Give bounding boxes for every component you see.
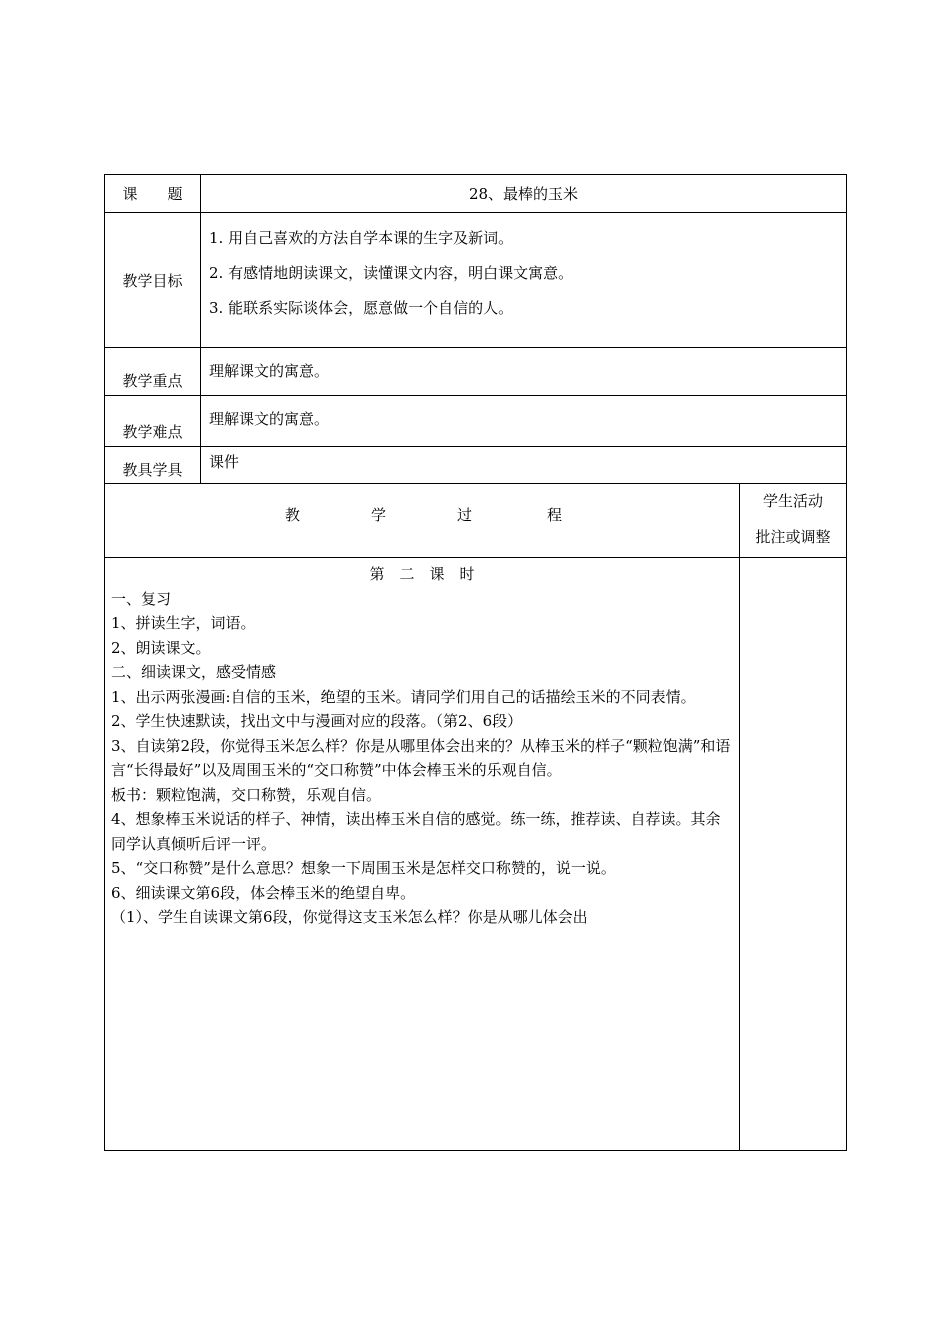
lesson-line: 1、拼读生字，词语。 <box>111 614 256 632</box>
lesson-line: 2、朗读课文。 <box>111 638 211 657</box>
side-header-line1: 学生活动 <box>762 492 823 510</box>
topic-row <box>105 175 847 213</box>
lesson-line: 6、细读课文第6段，体会棒玉米的绝望自卑。 <box>111 883 416 902</box>
process-char: 程 <box>547 506 563 524</box>
lesson-line: 3、自读第2段，你觉得玉米怎么样？你是从哪里体会出来的？从棒玉米的样子“颗粒饱满”和语言“长得最好”以及周围玉米的“交口称赞”中体会棒玉米的乐观自信。 <box>111 736 731 779</box>
lesson-line: 板书：颗粒饱满，交口称赞，乐观自信。 <box>111 785 382 804</box>
goal-item: 1. 用自己喜欢的方法自学本课的生字及新词。 <box>209 229 514 247</box>
lesson-heading: 第 二 课 时 <box>369 565 475 583</box>
goals-label: 教学目标 <box>105 213 201 348</box>
lesson-line: （1）、学生自读课文第6段，你觉得这支玉米怎么样？你是从哪儿体会出 <box>111 908 588 926</box>
focus-value: 理解课文的寓意。 <box>201 348 847 396</box>
lesson-line: 二、细读课文，感受情感 <box>111 663 277 681</box>
lesson-line: 4、想象棒玉米说话的样子、神情，读出棒玉米自信的感觉。练一练，推荐读、自荐读。其余同学认真倾听后评一评。 <box>111 810 721 853</box>
difficulty-row <box>105 396 847 447</box>
process-char: 学 <box>371 506 387 524</box>
lesson-content <box>105 558 740 1151</box>
tools-label: 教具学具 <box>105 447 201 484</box>
lesson-line: 2、学生快速默读，找出文中与漫画对应的段落。（第2、6段） <box>111 712 523 730</box>
goal-item: 2. 有感情地朗读课文，读懂课文内容，明白课文寓意。 <box>209 264 574 282</box>
student-activity-column <box>740 558 847 1151</box>
topic-label: 课 题 <box>105 175 201 213</box>
focus-row <box>105 348 847 396</box>
lesson-line: 一、复习 <box>111 589 172 608</box>
goals-list <box>201 213 847 348</box>
process-char: 过 <box>457 506 473 524</box>
focus-label: 教学重点 <box>105 348 201 396</box>
topic-title: 28、最棒的玉米 <box>201 175 847 213</box>
side-header-line2: 批注或调整 <box>755 528 831 546</box>
difficulty-label: 教学难点 <box>105 396 201 447</box>
student-activity-header <box>740 484 847 558</box>
lesson-body-row <box>105 558 847 1151</box>
goal-item: 3. 能联系实际谈体会，愿意做一个自信的人。 <box>209 299 514 317</box>
tools-value: 课件 <box>201 447 847 484</box>
tools-row <box>105 447 847 484</box>
process-char: 教 <box>285 506 301 524</box>
goals-row <box>105 213 847 348</box>
lesson-line: 5、“交口称赞”是什么意思？想象一下周围玉米是怎样交口称赞的，说一说。 <box>111 859 616 877</box>
process-heading <box>105 484 740 558</box>
process-header-row <box>105 484 847 558</box>
lesson-plan-table <box>104 174 847 1151</box>
lesson-line: 1、出示两张漫画:自信的玉米，绝望的玉米。请同学们用自己的话描绘玉米的不同表情。 <box>111 687 696 706</box>
difficulty-value: 理解课文的寓意。 <box>201 396 847 447</box>
